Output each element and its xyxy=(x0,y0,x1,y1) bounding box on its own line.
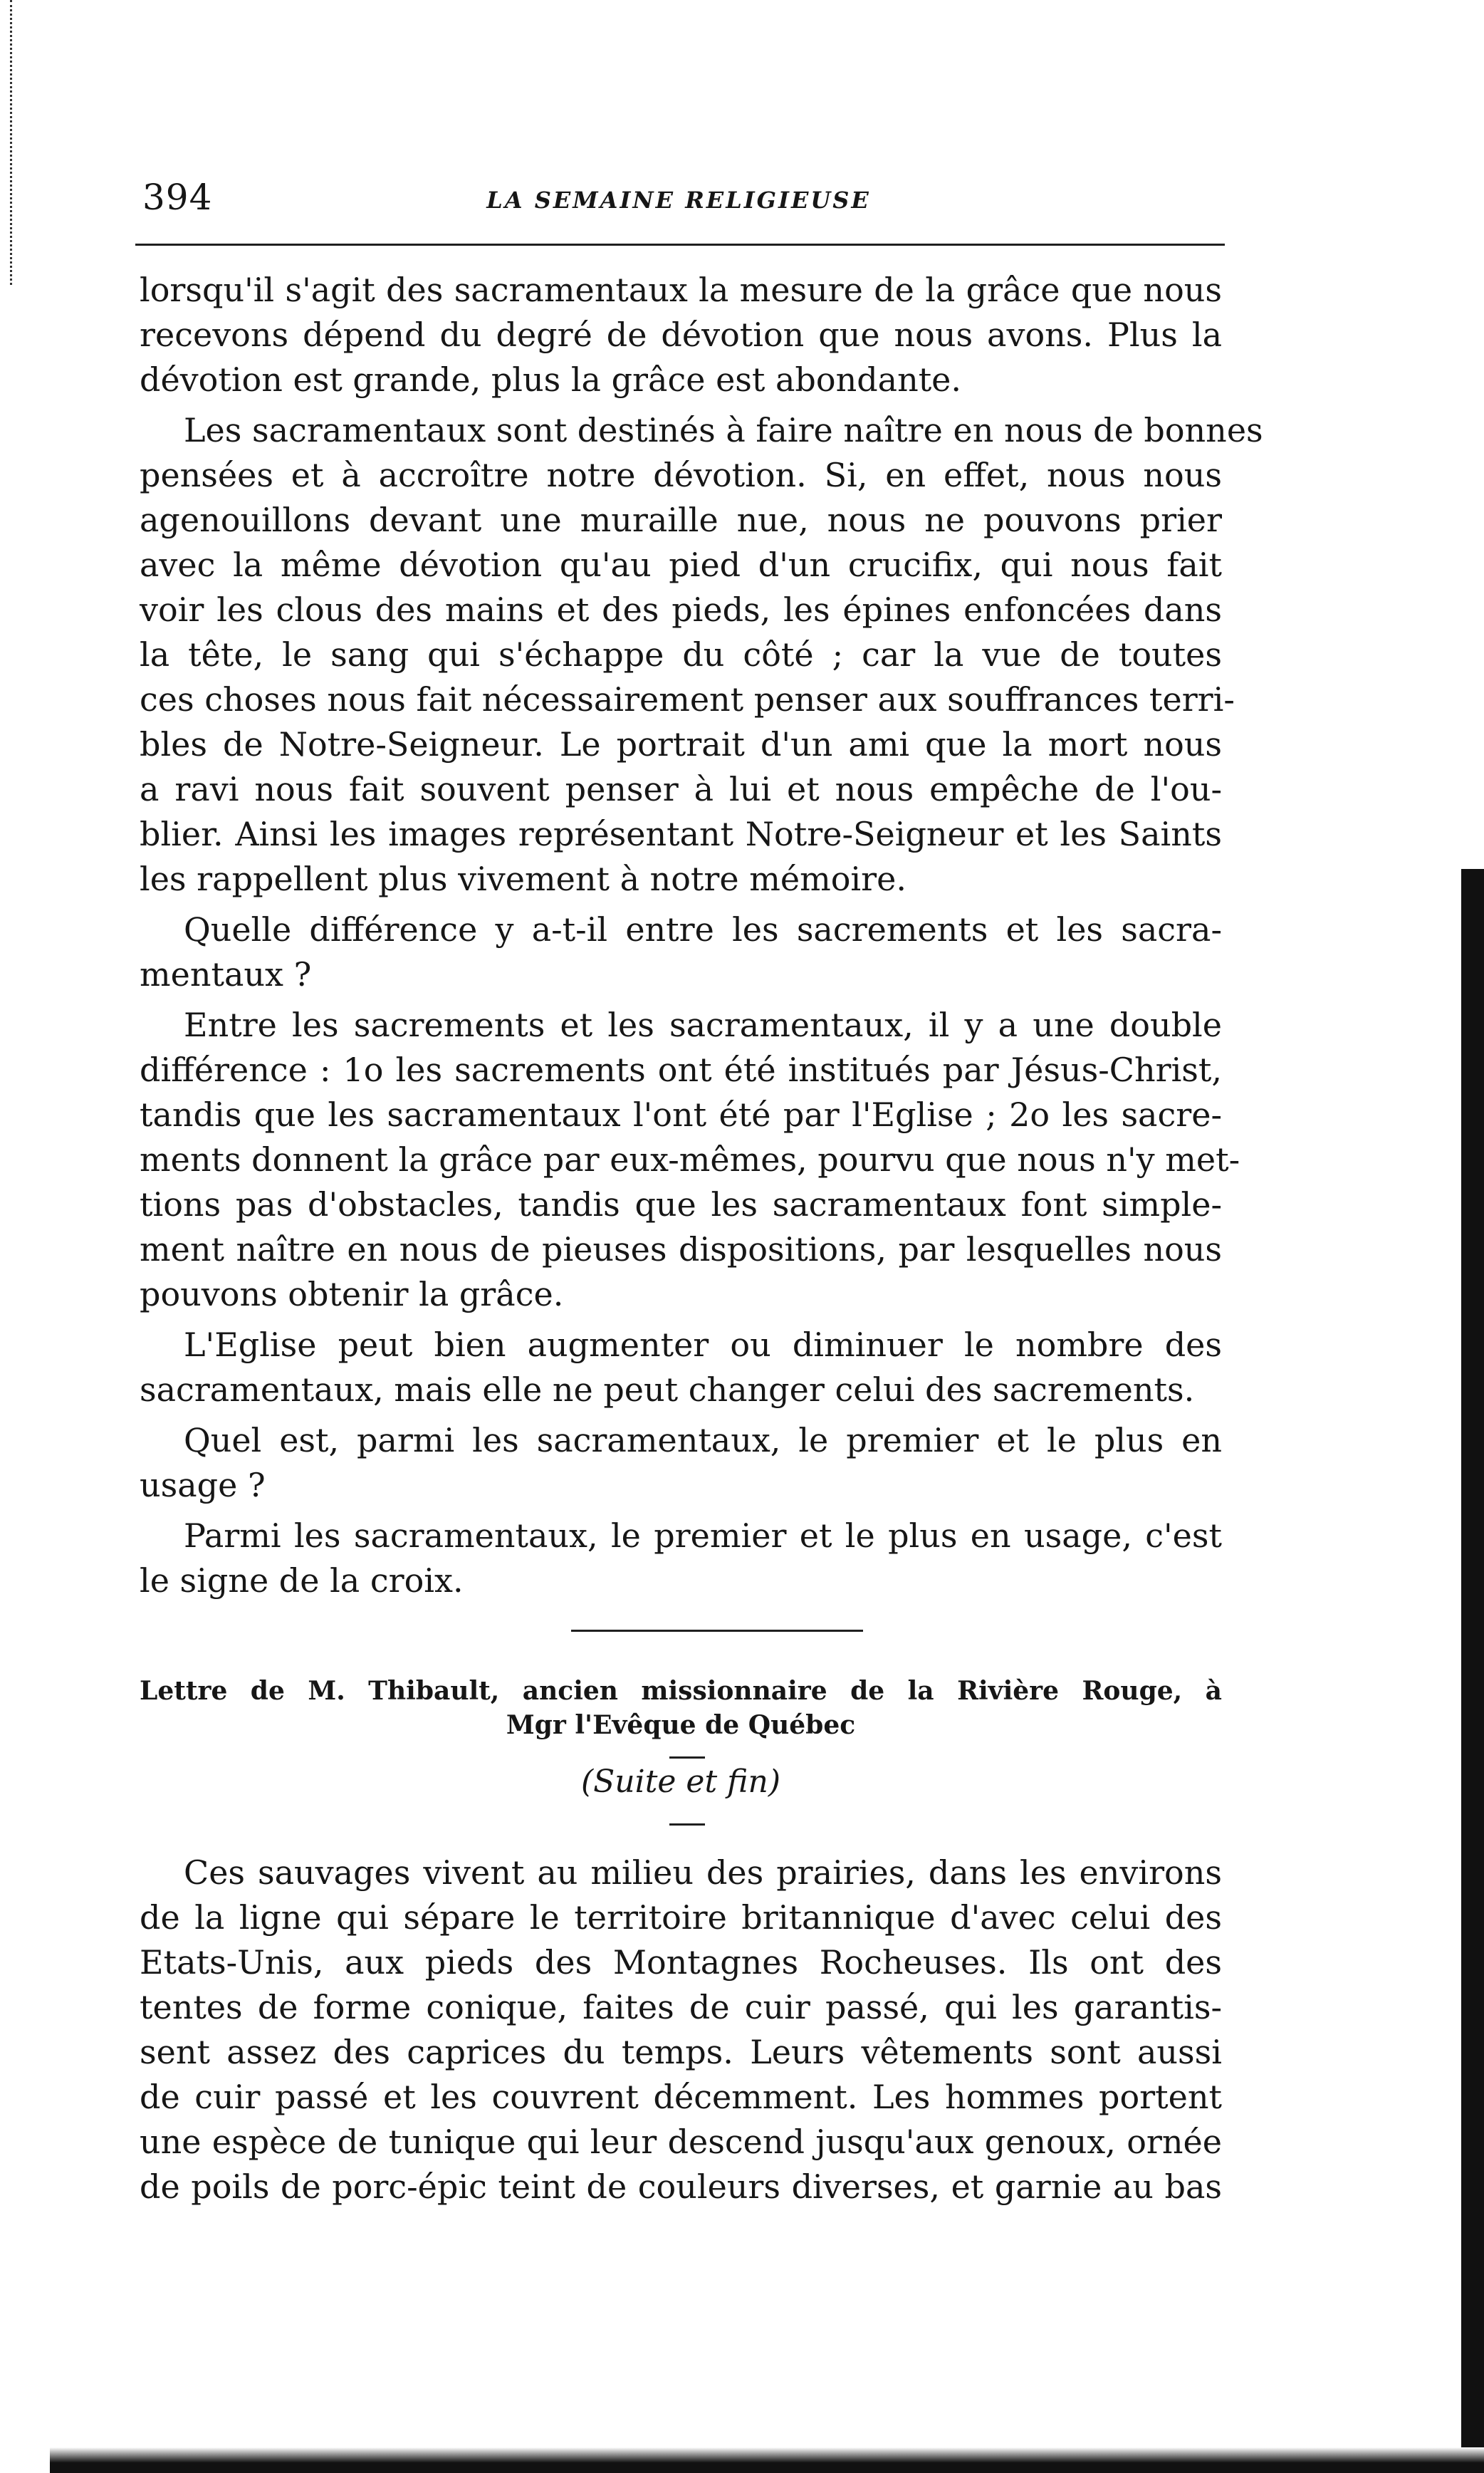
paragraph xyxy=(140,268,1222,402)
letter-subtitle: (Suite et fin) xyxy=(581,1764,780,1800)
letter-title-line: Lettre de M. Thibault, ancien missionnaire de la Rivière Rouge, à xyxy=(140,1676,1222,1706)
letter-title-line: Mgr l'Evêque de Québec xyxy=(506,1710,856,1740)
text-line: sacramentaux, mais elle ne peut changer celui des sacrements. xyxy=(140,1370,1195,1409)
text-line: la tête, le sang qui s'échappe du côté ; car la vue de toutes xyxy=(140,635,1222,674)
scan-bottom-shadow xyxy=(50,2447,1484,2473)
text-line: Les sacramentaux sont destinés à faire naître en nous de bonnes xyxy=(184,411,1263,449)
letter-title xyxy=(140,1674,1222,1742)
text-line: agenouillons devant une muraille nue, nous ne pouvons prier xyxy=(140,501,1222,539)
text-line: pouvons obtenir la grâce. xyxy=(140,1275,564,1313)
text-line: usage ? xyxy=(140,1466,266,1504)
text-line: de poils de porc-épic teint de couleurs diverses, et garnie au bas xyxy=(140,2167,1222,2206)
running-head xyxy=(134,177,1223,227)
short-rule xyxy=(669,1823,705,1826)
page-number: 394 xyxy=(142,177,213,218)
text-line: ments donnent la grâce par eux-mêmes, pourvu que nous n'y met- xyxy=(140,1140,1240,1179)
text-line: ment naître en nous de pieuses dispositions, par lesquelles nous xyxy=(140,1230,1222,1269)
text-line: sent assez des caprices du temps. Leurs vêtements sont aussi xyxy=(140,2033,1222,2071)
text-line: Parmi les sacramentaux, le premier et le plus en usage, c'est xyxy=(184,1516,1222,1555)
short-rule xyxy=(669,1756,705,1759)
text-line: Quel est, parmi les sacramentaux, le premier et le plus en xyxy=(184,1421,1222,1459)
text-line: pensées et à accroître notre dévotion. Si, en effet, nous nous xyxy=(140,456,1222,494)
text-line: recevons dépend du degré de dévotion que nous avons. Plus la xyxy=(140,316,1222,354)
text-line: dévotion est grande, plus la grâce est abondante. xyxy=(140,360,962,399)
text-line: de la ligne qui sépare le territoire britannique d'avec celui des xyxy=(140,1898,1222,1937)
section-divider xyxy=(571,1630,863,1632)
text-line: Etats-Unis, aux pieds des Montagnes Rocheuses. Ils ont des xyxy=(140,1943,1222,1982)
text-line: le signe de la croix. xyxy=(140,1561,464,1600)
text-line: avec la même dévotion qu'au pied d'un crucifix, qui nous fait xyxy=(140,546,1222,584)
text-line: de cuir passé et les couvrent décemment. Les hommes portent xyxy=(140,2078,1222,2116)
header-rule xyxy=(135,244,1225,246)
text-line: L'Eglise peut bien augmenter ou diminuer le nombre des xyxy=(184,1326,1222,1364)
text-line: tandis que les sacramentaux l'ont été par l'Eglise ; 2o les sacre- xyxy=(140,1095,1222,1134)
text-line: Ces sauvages vivent au milieu des prairies, dans les environs xyxy=(184,1853,1222,1892)
text-line: mentaux ? xyxy=(140,955,312,994)
text-line: ces choses nous fait nécessairement penser aux souffrances terri- xyxy=(140,680,1235,719)
text-line: les rappellent plus vivement à notre mémoire. xyxy=(140,860,906,898)
text-line: tions pas d'obstacles, tandis que les sacramentaux font simple- xyxy=(140,1185,1222,1224)
paragraph xyxy=(140,408,1263,902)
text-line: une espèce de tunique qui leur descend jusqu'aux genoux, ornée xyxy=(140,2123,1222,2161)
text-line: bles de Notre-Seigneur. Le portrait d'un ami que la mort nous xyxy=(140,725,1222,764)
text-line: Entre les sacrements et les sacramentaux, il y a une double xyxy=(184,1006,1222,1044)
text-line: voir les clous des mains et des pieds, les épines enfoncées dans xyxy=(140,590,1222,629)
text-line: Quelle différence y a-t-il entre les sacrements et les sacra- xyxy=(184,910,1222,949)
text-line: blier. Ainsi les images représentant Notre-Seigneur et les Saints xyxy=(140,815,1222,853)
question xyxy=(140,907,1222,997)
text-line: tentes de forme conique, faites de cuir passé, qui les garantis- xyxy=(140,1988,1222,2026)
paragraph xyxy=(140,1323,1222,1412)
answer xyxy=(140,1003,1240,1317)
journal-title: LA SEMAINE RELIGIEUSE xyxy=(486,187,871,214)
text-line: différence : 1o les sacrements ont été institués par Jésus-Christ, xyxy=(140,1051,1222,1089)
text-line: lorsqu'il s'agit des sacramentaux la mesure de la grâce que nous xyxy=(140,271,1222,309)
question xyxy=(140,1418,1222,1508)
text-line: a ravi nous fait souvent penser à lui et nous empêche de l'ou- xyxy=(140,770,1222,808)
letter-body xyxy=(140,1850,1222,2209)
catechism-text xyxy=(140,268,1263,1609)
scan-margin-artifact xyxy=(0,0,12,285)
scan-edge-shadow xyxy=(1461,869,1484,2473)
answer xyxy=(140,1514,1222,1603)
